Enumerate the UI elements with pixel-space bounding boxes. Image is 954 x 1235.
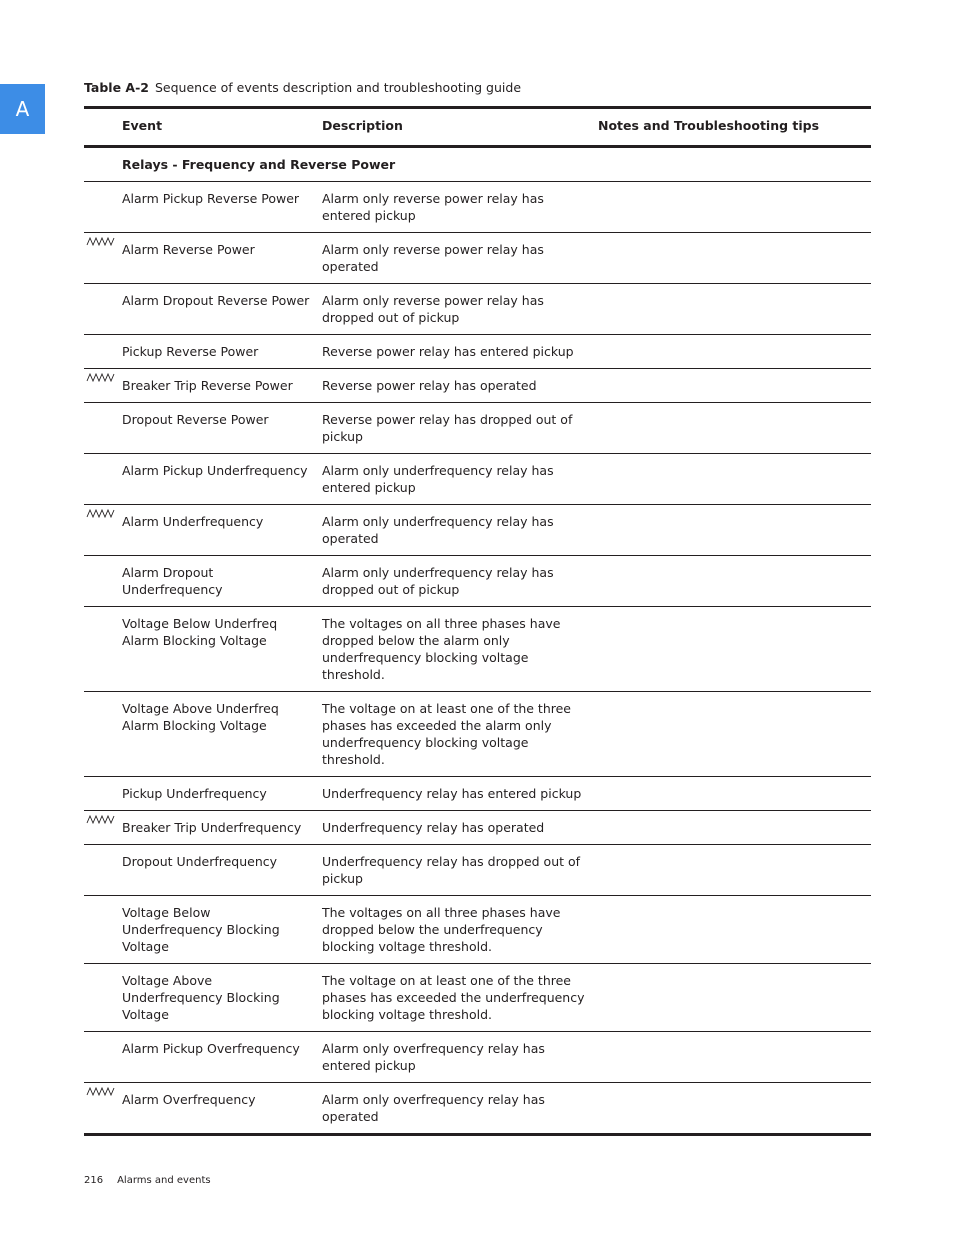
row-icon-cell <box>84 233 118 284</box>
row-icon-cell <box>84 845 118 896</box>
notes-cell <box>594 845 871 896</box>
description-cell: The voltage on at least one of the three phases has exceeded the alarm only underfrequency blocking voltage threshold. <box>318 692 594 777</box>
event-cell: Alarm Pickup Reverse Power <box>118 182 318 233</box>
header-icon-cell <box>84 108 118 147</box>
table-row <box>84 233 871 284</box>
description-cell: Underfrequency relay has entered pickup <box>318 777 594 811</box>
waveform-icon <box>86 371 116 385</box>
waveform-icon <box>86 507 116 521</box>
header-description: Description <box>318 108 594 147</box>
row-icon-cell <box>84 403 118 454</box>
event-cell: Alarm Dropout Reverse Power <box>118 284 318 335</box>
table-header-row <box>84 108 871 147</box>
table-caption-label: Table A-2 <box>84 80 149 95</box>
row-icon-cell <box>84 1032 118 1083</box>
row-icon-cell <box>84 896 118 964</box>
event-cell: Voltage Above Underfrequency Blocking Voltage <box>118 964 318 1032</box>
event-cell: Alarm Overfrequency <box>122 1092 256 1107</box>
section-row <box>84 147 871 182</box>
description-cell: Alarm only reverse power relay has dropped out of pickup <box>318 284 594 335</box>
event-cell: Breaker Trip Underfrequency <box>118 811 318 845</box>
event-cell: Voltage Below Underfreq Alarm Blocking Voltage <box>118 607 318 692</box>
events-table <box>84 106 871 1136</box>
table-row <box>84 607 871 692</box>
description-cell: Reverse power relay has dropped out of pickup <box>318 403 594 454</box>
row-icon-cell <box>84 607 118 692</box>
header-notes: Notes and Troubleshooting tips <box>594 108 871 147</box>
description-cell: Alarm only reverse power relay has entered pickup <box>318 182 594 233</box>
table-row <box>84 811 871 845</box>
chapter-tab-letter: A <box>15 97 30 121</box>
notes-cell <box>594 811 871 845</box>
row-icon-cell <box>84 964 118 1032</box>
table-caption-text: Sequence of events description and troubleshooting guide <box>154 80 522 95</box>
notes-cell <box>594 556 871 607</box>
description-cell: The voltages on all three phases have dropped below the alarm only underfrequency blocking voltage threshold. <box>318 607 594 692</box>
notes-cell <box>594 335 871 369</box>
notes-cell <box>594 964 871 1032</box>
notes-cell <box>594 454 871 505</box>
page-footer <box>84 1175 211 1186</box>
event-cell: Voltage Below Underfrequency Blocking Voltage <box>118 896 318 964</box>
description-cell: Alarm only underfrequency relay has entered pickup <box>318 454 594 505</box>
event-cell: Alarm Dropout Underfrequency <box>118 556 318 607</box>
waveform-icon <box>86 235 116 249</box>
notes-cell <box>594 403 871 454</box>
row-icon-cell <box>84 505 118 556</box>
table-row <box>84 556 871 607</box>
description-cell: The voltages on all three phases have dropped below the underfrequency blocking voltage threshold. <box>318 896 594 964</box>
description-cell: Underfrequency relay has dropped out of pickup <box>318 845 594 896</box>
row-icon-cell <box>84 369 118 403</box>
event-cell: Breaker Trip Reverse Power <box>118 369 318 403</box>
table-row <box>84 454 871 505</box>
table-row <box>84 335 871 369</box>
notes-cell <box>594 182 871 233</box>
waveform-icon <box>86 1085 116 1099</box>
notes-cell <box>594 233 871 284</box>
notes-cell <box>594 369 871 403</box>
description-cell: Underfrequency relay has operated <box>318 811 594 845</box>
row-icon-cell <box>84 182 118 233</box>
description-cell: Reverse power relay has entered pickup <box>318 335 594 369</box>
description-cell: Alarm only underfrequency relay has operated <box>318 505 594 556</box>
description-cell: Reverse power relay has operated <box>318 369 594 403</box>
row-icon-cell <box>84 284 118 335</box>
event-cell: Alarm Underfrequency <box>118 505 318 556</box>
waveform-icon <box>86 813 116 827</box>
event-cell: Alarm Pickup Underfrequency <box>118 454 318 505</box>
section-icon-cell <box>84 147 118 182</box>
notes-cell <box>594 777 871 811</box>
event-cell: Dropout Reverse Power <box>118 403 318 454</box>
event-cell: Alarm Pickup Overfrequency <box>118 1032 318 1083</box>
table-row <box>84 182 871 233</box>
row-icon-cell <box>84 692 118 777</box>
event-cell: Voltage Above Underfreq Alarm Blocking Voltage <box>118 692 318 777</box>
row-icon-cell <box>84 1083 118 1135</box>
header-event: Event <box>118 108 318 147</box>
table-row <box>84 964 871 1032</box>
notes-cell <box>594 505 871 556</box>
description-cell: Alarm only reverse power relay has operated <box>318 233 594 284</box>
event-cell: Dropout Underfrequency <box>118 845 318 896</box>
row-icon-cell <box>84 335 118 369</box>
table-caption <box>84 80 521 95</box>
chapter-tab <box>0 84 45 134</box>
notes-cell <box>594 896 871 964</box>
notes-cell <box>594 1032 871 1083</box>
row-icon-cell <box>84 556 118 607</box>
footer-section: Alarms and events <box>117 1175 211 1186</box>
event-cell: Pickup Underfrequency <box>118 777 318 811</box>
table-row <box>84 692 871 777</box>
description-cell: Alarm only underfrequency relay has dropped out of pickup <box>318 556 594 607</box>
description-cell: Alarm only overfrequency relay has entered pickup <box>318 1032 594 1083</box>
event-cell: Alarm Reverse Power <box>118 233 318 284</box>
row-icon-cell <box>84 454 118 505</box>
table-row <box>84 777 871 811</box>
section-title: Relays - Frequency and Reverse Power <box>118 147 871 182</box>
description-cell: Alarm only overfrequency relay has operated <box>322 1092 545 1124</box>
table-row <box>84 845 871 896</box>
row-icon-cell <box>84 777 118 811</box>
table-row <box>84 1032 871 1083</box>
notes-cell <box>594 1083 871 1135</box>
notes-cell <box>594 607 871 692</box>
table-row <box>84 505 871 556</box>
table-row <box>84 896 871 964</box>
table-row <box>84 1083 871 1135</box>
description-cell: The voltage on at least one of the three phases has exceeded the underfrequency blocking voltage threshold. <box>318 964 594 1032</box>
event-cell: Pickup Reverse Power <box>118 335 318 369</box>
table-row <box>84 284 871 335</box>
row-icon-cell <box>84 811 118 845</box>
table-row <box>84 403 871 454</box>
page-number: 216 <box>84 1175 104 1186</box>
notes-cell <box>594 692 871 777</box>
table-row <box>84 369 871 403</box>
notes-cell <box>594 284 871 335</box>
